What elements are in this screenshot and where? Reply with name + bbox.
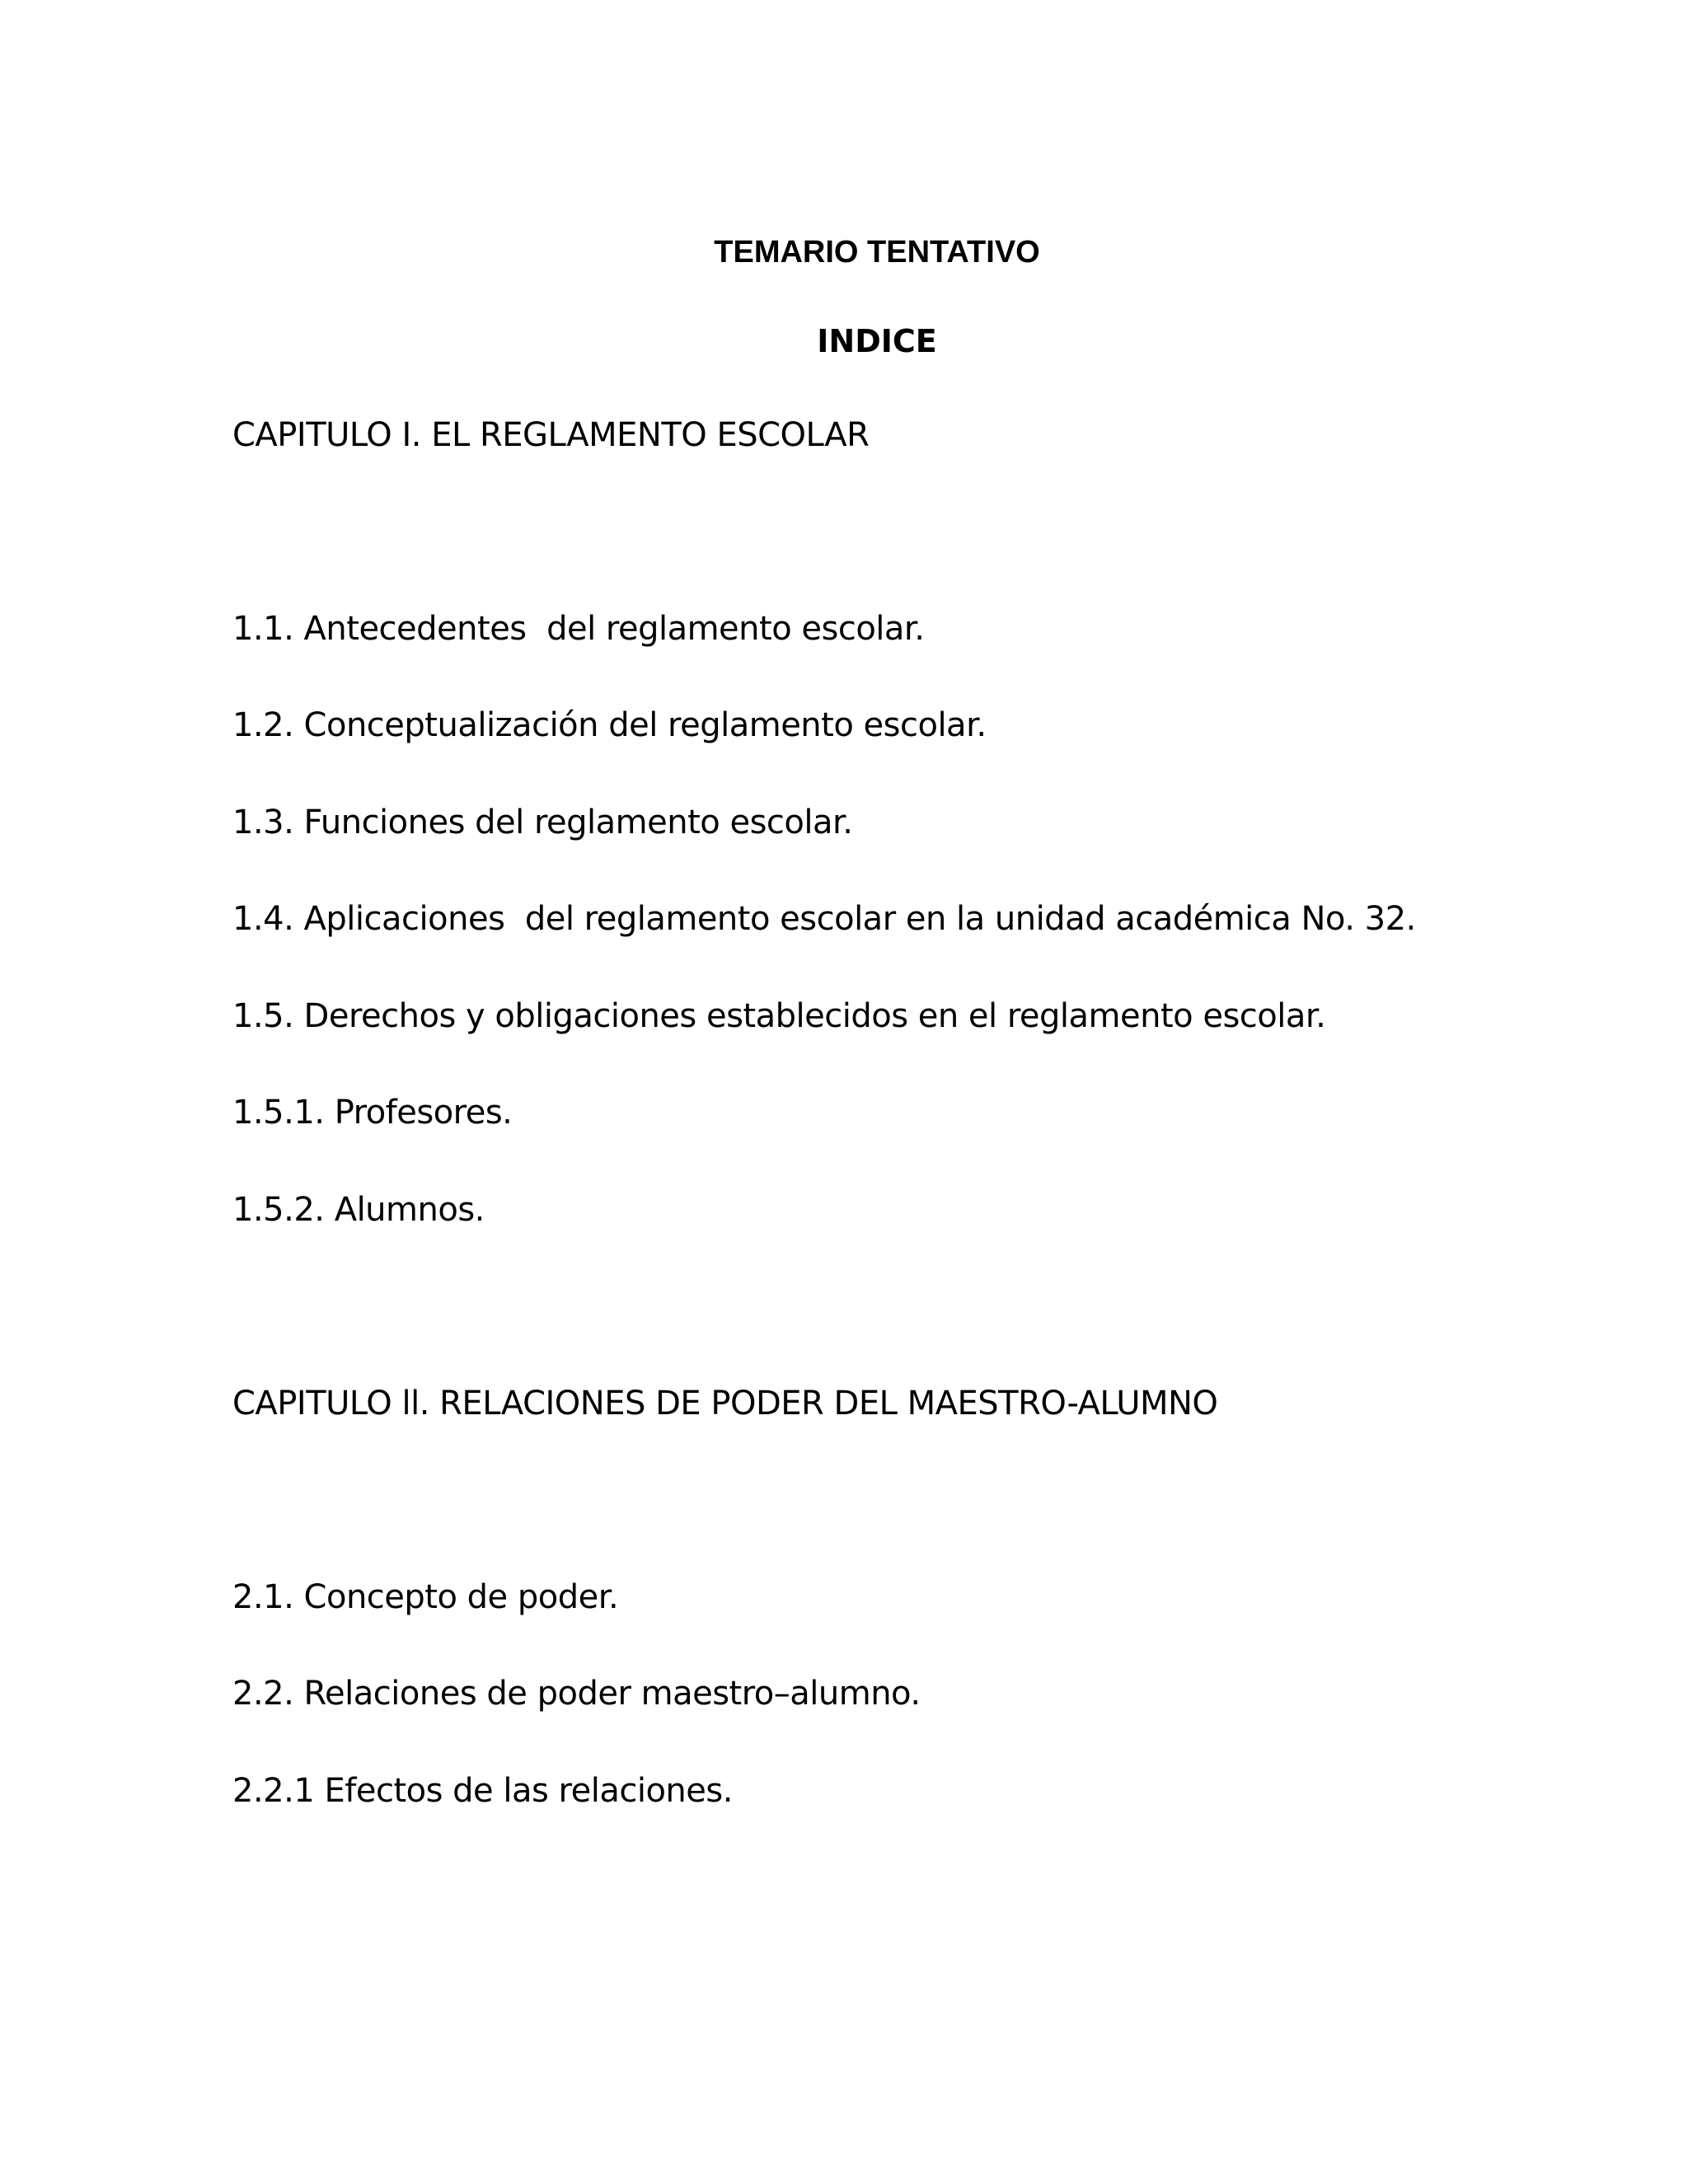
index-heading: INDICE: [817, 323, 937, 359]
toc-item: 1.2. Conceptualización del reglamento escolar.: [232, 706, 987, 744]
toc-item: 1.3. Funciones del reglamento escolar.: [232, 804, 853, 841]
chapter-1-heading: CAPITULO I. EL REGLAMENTO ESCOLAR: [232, 416, 870, 454]
toc-item: 1.5.1. Profesores.: [232, 1094, 513, 1132]
chapter-2-heading: CAPITULO ll. RELACIONES DE PODER DEL MAESTRO-ALUMNO: [232, 1385, 1218, 1422]
toc-item: 2.1. Concepto de poder.: [232, 1578, 619, 1616]
document-title: TEMARIO TENTATIVO: [714, 235, 1040, 269]
toc-item: 2.2.1 Efectos de las relaciones.: [232, 1772, 733, 1810]
toc-item: 1.5.2. Alumnos.: [232, 1191, 485, 1229]
toc-item: 1.1. Antecedentes del reglamento escolar.: [232, 610, 925, 648]
toc-item: 1.5. Derechos y obligaciones establecidos en el reglamento escolar.: [232, 997, 1326, 1035]
toc-item: 2.2. Relaciones de poder maestro–alumno.: [232, 1675, 921, 1713]
toc-item: 1.4. Aplicaciones del reglamento escolar en la unidad académica No. 32.: [232, 900, 1416, 938]
